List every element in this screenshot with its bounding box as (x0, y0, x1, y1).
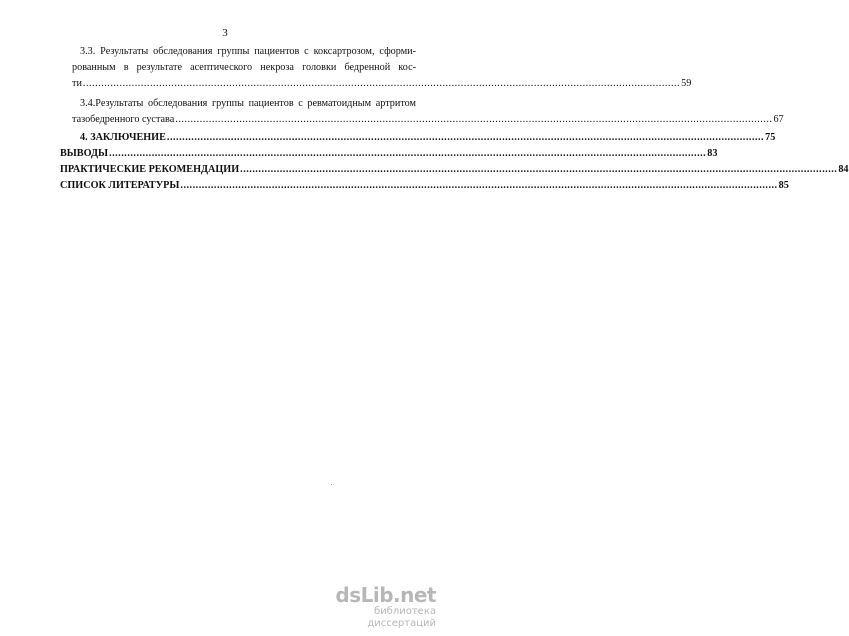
toc-references-label: СПИСОК ЛИТЕРАТУРЫ (60, 180, 180, 191)
toc-findings-label: ВЫВОДЫ (60, 148, 109, 159)
toc-references-page: 85 (778, 180, 789, 191)
toc-leader: .................................................................................................................................................................................................... (180, 180, 778, 191)
watermark (318, 583, 436, 629)
toc-entry-recommendations[interactable] (60, 162, 849, 178)
toc-entry-3-4[interactable] (72, 112, 784, 128)
toc-3-3-line1: 3.3. Результаты обследования группы пациентов с коксартрозом, сформи- (80, 46, 416, 57)
toc-findings-page: 83 (707, 148, 718, 159)
table-of-contents (60, 44, 849, 194)
toc-conclusion-page: 75 (765, 132, 776, 143)
toc-leader: .................................................................................................................................................................................................... (82, 78, 681, 89)
toc-leader: .................................................................................................................................................................................................... (175, 114, 773, 125)
toc-entry-references[interactable] (60, 178, 789, 194)
toc-entry-3-3[interactable] (72, 76, 692, 92)
toc-3-4-page: 67 (773, 114, 784, 125)
toc-3-3-line2: рованным в результате асептического некроза головки бедренной кос- (72, 62, 416, 73)
toc-3-4-line2: тазобедренного сустава (72, 114, 175, 125)
toc-3-4-line1: 3.4.Результаты обследования группы пациентов с ревматоидным артритом (80, 98, 416, 109)
watermark-subtitle: библиотека диссертаций (367, 606, 436, 629)
toc-3-3-page: 59 (681, 78, 692, 89)
toc-entry-findings[interactable] (60, 146, 718, 162)
toc-leader: .................................................................................................................................................................................................... (240, 164, 838, 175)
toc-leader: .................................................................................................................................................................................................... (109, 148, 707, 159)
toc-conclusion-label: 4. ЗАКЛЮЧЕНИЕ (80, 132, 166, 143)
toc-recommendations-page: 84 (838, 164, 849, 175)
toc-3-3-line3: ти (72, 78, 82, 89)
toc-leader: .................................................................................................................................................................................................... (166, 132, 765, 143)
watermark-logo: dsLib.net (335, 583, 436, 607)
page-number: 3 (222, 27, 228, 39)
toc-recommendations-label: ПРАКТИЧЕСКИЕ РЕКОМЕНДАЦИИ (60, 164, 240, 175)
scan-speck (331, 484, 332, 485)
toc-entry-conclusion[interactable] (72, 130, 776, 146)
